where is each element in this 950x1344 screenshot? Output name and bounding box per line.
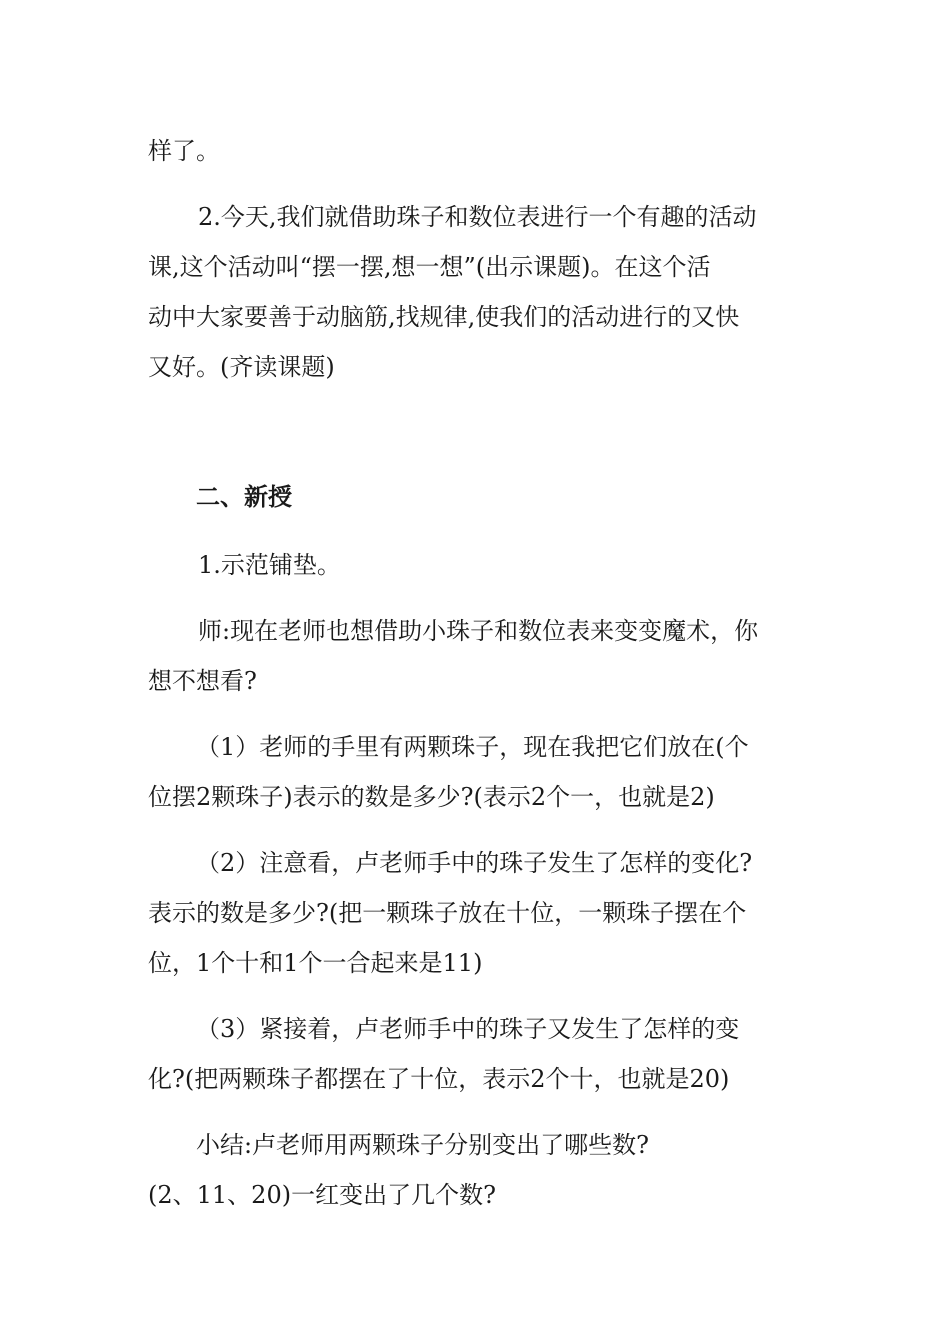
paragraph-text: 想不想看? — [148, 667, 257, 695]
paragraph-text: 化?(把两颗珠子都摆在了十位，表示2个十，也就是20) — [148, 1065, 730, 1093]
paragraph-text: 动中大家要善于动脑筋,找规律,使我们的活动进行的又快 — [148, 303, 740, 331]
paragraph-text: （2）注意看，卢老师手中的珠子发生了怎样的变化? — [196, 849, 753, 877]
paragraph-text: 师:现在老师也想借助小珠子和数位表来变变魔术，你 — [198, 617, 759, 645]
paragraph-text: 样了。 — [148, 137, 220, 165]
paragraph-text: 表示的数是多少?(把一颗珠子放在十位，一颗珠子摆在个 — [148, 899, 747, 927]
paragraph-text: 课,这个活动叫“摆一摆,想一想”(出示课题)。在这个活 — [148, 253, 711, 281]
paragraph-text: (2、11、20)一红变出了几个数? — [148, 1181, 496, 1209]
paragraph-text: 2.今天,我们就借助珠子和数位表进行一个有趣的活动 — [198, 203, 757, 231]
paragraph-text: 位摆2颗珠子)表示的数是多少?(表示2个一，也就是2) — [148, 783, 715, 811]
paragraph-text: 又好。(齐读课题) — [148, 353, 335, 381]
paragraph-text: （1）老师的手里有两颗珠子，现在我把它们放在(个 — [196, 733, 749, 761]
paragraph-text: 位，1个十和1个一合起来是11) — [148, 949, 483, 977]
paragraph-text: 1.示范铺垫。 — [198, 551, 341, 579]
section-heading: 二、新授 — [196, 483, 292, 511]
paragraph-text: 小结:卢老师用两颗珠子分别变出了哪些数? — [196, 1131, 649, 1159]
paragraph-text: （3）紧接着，卢老师手中的珠子又发生了怎样的变 — [196, 1015, 740, 1043]
